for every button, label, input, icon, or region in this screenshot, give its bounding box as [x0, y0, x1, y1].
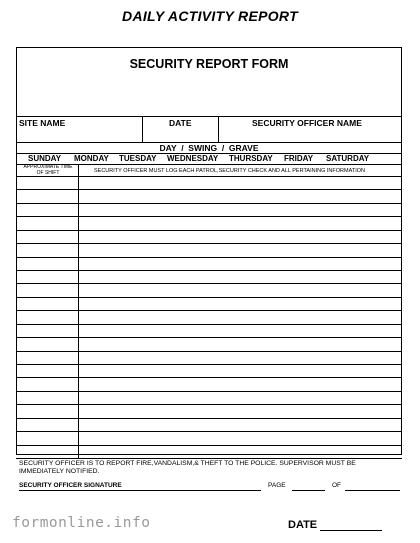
log-row-line[interactable] [16, 283, 402, 284]
log-row-line[interactable] [16, 377, 402, 378]
log-row-line[interactable] [16, 257, 402, 258]
page-title: DAILY ACTIVITY REPORT [122, 8, 298, 24]
time-column-label: APPROXIMATE TIME OF SHIFT [23, 164, 73, 176]
watermark: formonline.info [12, 515, 151, 531]
time-column-divider [78, 164, 79, 458]
log-row-line[interactable] [16, 445, 402, 446]
header-divider-1 [142, 116, 143, 142]
day-tuesday: TUESDAY [119, 154, 157, 163]
log-row-line[interactable] [16, 364, 402, 365]
log-row-line[interactable] [16, 297, 402, 298]
page-label: PAGE [268, 482, 286, 489]
site-name-label: SITE NAME [19, 118, 66, 128]
log-row-line[interactable] [16, 203, 402, 204]
report-notice: SECURITY OFFICER IS TO REPORT FIRE,VANDALISM,& THEFT TO THE POLICE. SUPERVISOR MUST BE IMMEDIATELY NOTIFIED. [19, 460, 356, 475]
log-row-line[interactable] [16, 418, 402, 419]
log-row-line[interactable] [16, 391, 402, 392]
day-sunday: SUNDAY [28, 154, 62, 163]
log-row-line[interactable] [16, 189, 402, 190]
date-label: DATE [169, 118, 192, 128]
day-saturday: SATURDAY [326, 154, 370, 163]
log-row-line[interactable] [16, 310, 402, 311]
log-row-line[interactable] [16, 216, 402, 217]
header-top-line [16, 116, 402, 117]
day-thursday: THURSDAY [229, 154, 273, 163]
day-monday: MONDAY [74, 154, 109, 163]
day-wednesday: WEDNESDAY [167, 154, 219, 163]
page-number-line[interactable] [292, 490, 325, 491]
officer-name-label: SECURITY OFFICER NAME [252, 118, 362, 128]
shift-label: DAY / SWING / GRAVE [159, 143, 259, 153]
log-row-line[interactable] [16, 176, 402, 177]
log-row-line[interactable] [16, 404, 402, 405]
day-friday: FRIDAY [284, 154, 314, 163]
log-row-line[interactable] [16, 230, 402, 231]
header-divider-2 [218, 116, 219, 142]
log-instruction: SECURITY OFFICER MUST LOG EACH PATROL,SECURITY CHECK AND ALL PERTAINING INFORMATION [94, 168, 365, 174]
footer-date-label: DATE [288, 519, 318, 531]
signature-label: SECURITY OFFICER SIGNATURE [19, 482, 122, 489]
log-row-line[interactable] [16, 243, 402, 244]
form-border [16, 47, 402, 455]
page-total-line[interactable] [345, 490, 400, 491]
log-row-line[interactable] [16, 337, 402, 338]
log-row-line[interactable] [16, 431, 402, 432]
form-title: SECURITY REPORT FORM [129, 57, 289, 71]
footer-date-line[interactable] [320, 530, 382, 531]
log-row-line[interactable] [16, 458, 402, 459]
log-row-line[interactable] [16, 351, 402, 352]
signature-line[interactable] [19, 490, 261, 491]
of-label: OF [332, 482, 342, 489]
log-row-line[interactable] [16, 270, 402, 271]
log-row-line[interactable] [16, 324, 402, 325]
